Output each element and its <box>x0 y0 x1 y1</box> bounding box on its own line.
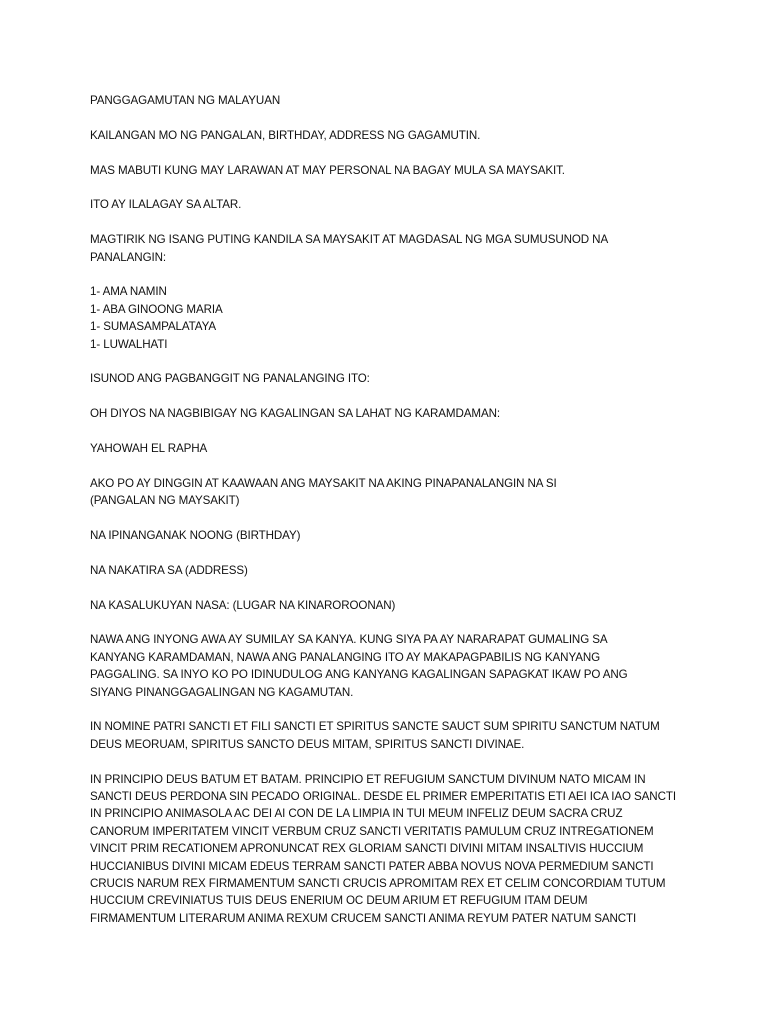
text-line: PAGGALING. SA INYO KO PO IDINUDULOG ANG KANYANG KAGALINGAN SAPAGKAT IKAW PO ANG <box>90 668 628 682</box>
text-line: SANCTI DEUS PERDONA SIN PECADO ORIGINAL. DESDE EL PRIMER EMPERITATIS ETI AEI ICA IAO SANCTI <box>90 790 676 804</box>
list-item: 1- LUWALHATI <box>90 337 168 351</box>
text-line: AKO PO AY DINGGIN AT KAAWAAN ANG MAYSAKIT NA AKING PINAPANALANGIN NA SI <box>90 476 557 490</box>
paragraph-candle <box>90 231 690 266</box>
text-line: DEUS MEORUAM, SPIRITUS SANCTO DEUS MITAM, SPIRITUS SANCTI DIVINAE. <box>90 737 525 751</box>
text-line: NAWA ANG INYONG AWA AY SUMILAY SA KANYA. KUNG SIYA PA AY NARARAPAT GUMALING SA <box>90 633 608 647</box>
paragraph-follow: ISUNOD ANG PAGBANGGIT NG PANALANGING ITO: <box>90 372 370 386</box>
text-line: SIYANG PINANGGAGALINGAN NG KAGAMUTAN. <box>90 685 354 699</box>
paragraph-latin-principio <box>90 771 690 928</box>
text-line: IN PRINCIPIO DEUS BATUM ET BATAM. PRINCIPIO ET REFUGIUM SANCTUM DIVINUM NATO MICAM IN <box>90 772 646 786</box>
paragraph-altar: ITO AY ILALAGAY SA ALTAR. <box>90 198 242 212</box>
document-title: PANGGAGAMUTAN NG MALAYUAN <box>90 94 281 107</box>
text-line: (PANGALAN NG MAYSAKIT) <box>90 494 240 508</box>
document-page <box>90 92 690 945</box>
paragraph-location: NA KASALUKUYAN NASA: (LUGAR NA KINAROROONAN) <box>90 598 396 612</box>
text-line: FIRMAMENTUM LITERARUM ANIMA REXUM CRUCEM SANCTI ANIMA REYUM PATER NATUM SANCTI <box>90 911 637 925</box>
text-line: IN PRINCIPIO ANIMASOLA AC DEI AI CON DE LA LIMPIA IN TUI MEUM INFELIZ DEUM SACRA CRUZ <box>90 807 623 821</box>
text-line: IN NOMINE PATRI SANCTI ET FILI SANCTI ET SPIRITUS SANCTE SAUCT SUM SPIRITU SANCTUM NATUM <box>90 720 660 734</box>
paragraph-address: NA NAKATIRA SA (ADDRESS) <box>90 563 248 577</box>
text-line: VINCIT PRIM RECATIONEM APRONUNCAT REX GLORIAM SANCTI DIVINI MITAM INSALTIVIS HUCCIUM <box>90 842 644 856</box>
paragraph-invocation: OH DIYOS NA NAGBIBIGAY NG KAGALINGAN SA LAHAT NG KARAMDAMAN: <box>90 407 500 421</box>
paragraph-plea <box>90 475 690 510</box>
text-line: HUCCIANIBUS DIVINI MICAM EDEUS TERRAM SANCTI PATER ABBA NOVUS NOVA PERMEDIUM SANCTI <box>90 859 654 873</box>
paragraph-latin-nomine <box>90 718 690 753</box>
list-item: 1- AMA NAMIN <box>90 285 167 299</box>
list-item: 1- SUMASAMPALATAYA <box>90 320 216 334</box>
list-item: 1- ABA GINOONG MARIA <box>90 302 223 316</box>
paragraph-requirements: KAILANGAN MO NG PANGALAN, BIRTHDAY, ADDRESS NG GAGAMUTIN. <box>90 128 481 142</box>
paragraph-photo: MAS MABUTI KUNG MAY LARAWAN AT MAY PERSONAL NA BAGAY MULA SA MAYSAKIT. <box>90 163 565 177</box>
text-line: HUCCIUM CREVINIATUS TUIS DEUS ENERIUM OC DEUM ARIUM ET REFUGIUM ITAM DEUM <box>90 894 588 908</box>
paragraph-mercy <box>90 631 690 701</box>
prayer-list <box>90 283 690 353</box>
text-line: MAGTIRIK NG ISANG PUTING KANDILA SA MAYSAKIT AT MAGDASAL NG MGA SUMUSUNOD NA <box>90 233 609 247</box>
text-line: CRUCIS NARUM REX FIRMAMENTUM SANCTI CRUCIS APROMITAM REX ET CELIM CONCORDIAM TUTUM <box>90 877 666 891</box>
text-line: CANORUM IMPERITATEM VINCIT VERBUM CRUZ SANCTI VERITATIS PAMULUM CRUZ INTREGATIONEM <box>90 824 654 838</box>
text-line: KANYANG KARAMDAMAN, NAWA ANG PANALANGING ITO AY MAKAPAGPABILIS NG KANYANG <box>90 650 601 664</box>
paragraph-name: YAHOWAH EL RAPHA <box>90 442 208 455</box>
text-line: PANALANGIN: <box>90 250 166 264</box>
paragraph-birthday: NA IPINANGANAK NOONG (BIRTHDAY) <box>90 529 301 542</box>
